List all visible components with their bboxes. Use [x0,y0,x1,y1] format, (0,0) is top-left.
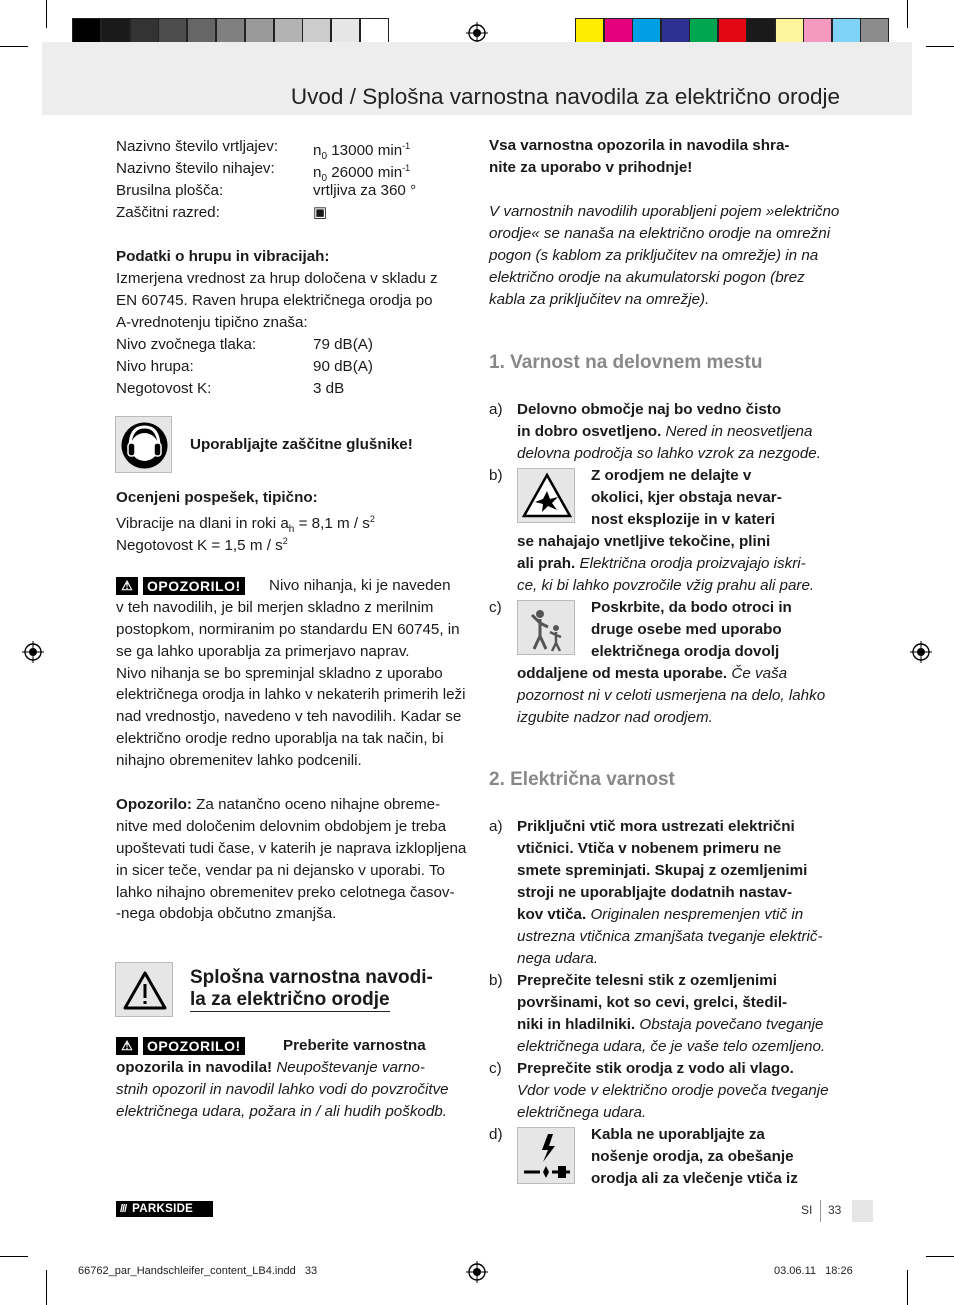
paragraph-line: Nivo nihanja se bo spreminjal skladno z uporabo [116,664,443,682]
warning-triangle-icon: ⚠ [116,577,138,595]
page-title: Uvod / Splošna varnostna navodila za električno orodje [290,84,840,109]
crop-mark [46,0,47,28]
crop-mark [907,1270,908,1305]
rule-text: ce, ki bi lahko povzročile vžig prahu ali pare. [517,577,815,594]
warning-badge [116,1037,245,1055]
paragraph-line: v teh navodilih, je bil merjen skladno z merilnim [116,599,434,616]
rule-text: kov vtiča. Originalen nespremenjen vtič in [517,906,804,923]
footer-divider [820,1200,821,1222]
paragraph-line: nad vrednostjo, navedeno v teh navodilih. Kadar se [116,708,462,726]
spec-row [116,136,411,163]
crop-mark [926,46,954,47]
paragraph-line: nihajno obremenitev lahko podcenili. [116,751,362,769]
safety-warning-bold: Preberite varnostna [283,1037,426,1054]
list-marker: b) [489,467,503,484]
rule-text: Poskrbite, da bodo otroci in [591,599,792,616]
rule-text: delovna področja so lahko vzrok za nezgode. [517,445,821,462]
language-code: SI [801,1203,813,1217]
rule-text: ustrezna vtičnica zmanjšata tveganje električ- [517,928,823,945]
paragraph-line: električno orodje redno uporablja na tak način, bi [116,730,444,748]
paragraph-line: in sicer teče, vendar pa ni dejansko v uporabi. To [116,861,445,879]
list-marker: a) [489,818,503,835]
safety-warning-line: stnih opozoril in navodil lahko vodi do povzročitve [116,1081,449,1098]
safety-warning-line: električnega udara, požara in / ali hudih poškodb. [116,1103,447,1120]
noise-text-line: A-vrednotenju tipično znaša: [116,314,308,331]
paragraph-line: kabla za priključitev na omrežje). [489,291,710,308]
section-heading: 1. Varnost na delovnem mestu [489,352,763,373]
paragraph-line: nitve med določenim delovnim obdobjem je treba [116,818,447,835]
rule-text: izgubite nadzor nad orodjem. [517,709,713,726]
section-heading: 2. Električna varnost [489,769,675,790]
crop-mark [0,1256,28,1257]
accel-line: Negotovost K = 1,5 m / $s^2$ [116,536,288,555]
rule-text: električnega udara, če je vaše telo ozemljeno. [517,1038,826,1055]
safety-heading-line: la za električno orodje [190,989,390,1010]
intro-bold-line: Vsa varnostna opozorila in navodila shra- [489,137,790,154]
paragraph-line: električno orodje na akumulatorski pogon (brez [489,269,805,286]
brand-stripes-icon: /// [120,1203,127,1215]
print-date: 03.06.11 18:26 [774,1265,853,1277]
ear-protection-icon [115,416,172,473]
rule-text: niki in hladilniki. Obstaja povečano tveganje [517,1016,824,1033]
page-number: 33 [828,1203,842,1217]
paragraph-line: električnega orodja in lahko v nekaterih primerih leži [116,686,466,704]
paragraph-line: lahko nihajno obremenitev preko celotnega časov- [116,883,455,901]
noise-text-line: EN 60745. Raven hrupa električnega orodja po [116,292,433,309]
rule-text: električnega orodja dovolj [591,643,780,660]
list-marker: a) [489,401,503,418]
safety-warning-line: opozorila in navodila! Neupoštevanje varno- [116,1059,425,1076]
keep-children-away-icon [517,600,575,655]
rule-text: nost eksplozije in v kateri [591,511,776,528]
page-tab [852,1200,873,1222]
rule-text: pozornost ni v celoti usmerjena na delo, lahko [517,687,826,704]
warning-label: OPOZORILO! [143,1037,245,1055]
rule-text: površinami, kot so cevi, grelci, štedil- [517,994,788,1011]
noise-heading: Podatki o hrupu in vibracijah: [116,248,330,265]
rule-text: okolici, kjer obstaja nevar- [591,489,782,506]
rule-text: Kabla ne uporabljajte za [591,1126,765,1143]
rule-text: Preprečite stik orodja z vodo ali vlago. [517,1060,794,1077]
warning-triangle-icon [115,962,173,1017]
paragraph-line: se ga lahko uporablja za primerjavo naprav. [116,642,410,660]
warning-label: OPOZORILO! [143,577,245,595]
crop-mark [0,46,28,47]
list-marker: b) [489,972,503,989]
spec-row [116,180,417,202]
rule-text: orodja ali za vlečenje vtiča iz [591,1170,798,1187]
electric-shock-cable-icon [517,1127,575,1184]
spec-row [116,202,328,224]
crop-mark [907,0,908,28]
paragraph-line: V varnostnih navodilih uporabljeni pojem »električno [489,203,840,220]
noise-row: Nivo hrupa: 90 dB(A) [116,358,373,375]
paragraph-line: orodje« se nanaša na električno orodje na omrežni [489,225,831,242]
accel-heading: Ocenjeni pospešek, tipično: [116,489,318,506]
paragraph-line: upoštevati tudi čase, v katerih je naprava izklopljena [116,839,467,857]
registration-mark-icon [466,22,488,44]
brand-logo [116,1201,213,1217]
rule-text: stroji ne uporabljajte dodatnih nastav- [517,884,793,901]
ear-protection-text: Uporabljajte zaščitne glušnike! [190,436,413,453]
noise-row: Negotovost K: 3 dB [116,380,345,397]
rule-text: električnega udara. [517,1104,647,1121]
warning-text: Nivo nihanja, ki je naveden [269,577,451,594]
noise-text-line: Izmerjena vrednost za hrup določena v skladu z [116,270,438,287]
rule-text: in dobro osvetljeno. Nered in neosvetljena [517,423,813,440]
spec-value: $n_0$ 26000 $\min^{-1}$ [313,163,411,185]
noise-row: Nivo zvočnega tlaka: 79 dB(A) [116,336,373,353]
rule-text: ali prah. Električna orodja proizvajajo iskri- [517,555,806,572]
spec-label: Nazivno število nihajev: [116,160,275,177]
warning-triangle-icon: ⚠ [116,1037,138,1055]
rule-text: Priključni vtič mora ustrezati električni [517,818,795,835]
paragraph-line: postopkom, normiranim po standardu EN 60745, in [116,620,460,638]
warning-badge [116,577,245,595]
rule-text: nega udara. [517,950,599,967]
spec-value: $n_0$ 13000 $\min^{-1}$ [313,141,411,163]
safety-heading [190,967,433,1012]
rule-text: se nahajajo vnetljive tekočine, plini [517,533,771,550]
rule-text: Delovno območje naj bo vedno čisto [517,401,782,418]
protection-class-symbol: ▣ [313,204,328,221]
registration-mark-icon [910,641,932,663]
note-paragraph-first: Opozorilo: Za natančno oceno nihajne obreme- [116,796,441,813]
registration-mark-icon [466,1261,488,1283]
list-marker: d) [489,1126,503,1143]
rule-text: smete spreminjati. Skupaj z ozemljenimi [517,862,808,879]
list-marker: c) [489,1060,502,1077]
registration-mark-icon [22,641,44,663]
crop-mark [46,1270,47,1305]
spec-value: vrtljiva za 360 ° [313,182,417,199]
crop-mark [926,1256,954,1257]
rule-text: druge osebe med uporabo [591,621,782,638]
list-marker: c) [489,599,502,616]
paragraph-line: pogon (s kablom za priključitev na omrežje) in na [489,247,819,264]
intro-bold-line: nite za uporabo v prihodnje! [489,159,693,176]
spec-row [116,158,411,185]
rule-text: oddaljene od mesta uporabe. Če vaša [517,665,788,682]
accel-line: Vibracije na dlani in roki $a_h = 8,1$ m / $s^2$ [116,514,375,536]
safety-heading-line: Splošna varnostna navodi- [190,967,433,988]
rule-text: Preprečite telesni stik z ozemljenimi [517,972,777,989]
file-slug: 66762_par_Handschleifer_content_LB4.indd 33 [78,1265,318,1277]
rule-text: nošenje orodja, za obešanje [591,1148,794,1165]
rule-text: vtičnici. Vtiča v nobenem primeru ne [517,840,782,857]
explosion-hazard-icon [517,468,575,523]
paragraph-line: -nega obdobja občutno zmanjša. [116,905,337,923]
spec-label: Brusilna plošča: [116,182,224,199]
spec-label: Zaščitni razred: [116,204,220,221]
rule-text: Vdor vode v električno orodje poveča tveganje [517,1082,829,1099]
brand-name: PARKSIDE [132,1203,194,1215]
spec-label: Nazivno število vrtljajev: [116,138,279,155]
rule-text: Z orodjem ne delajte v [591,467,752,484]
